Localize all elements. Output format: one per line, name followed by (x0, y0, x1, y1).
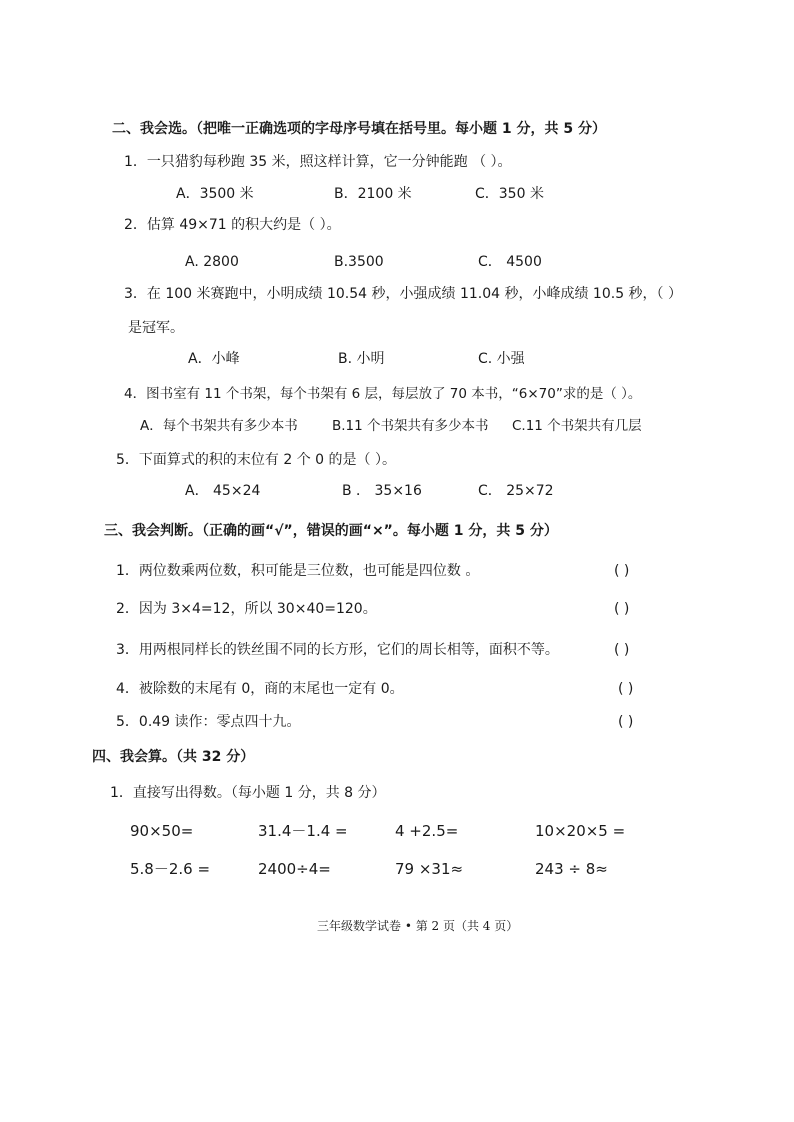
page-footer: 三年级数学试卷 • 第 2 页（共 4 页） (317, 919, 519, 933)
option-a: A. 2800 (185, 254, 239, 270)
calc-item: 79 ×31≈ (395, 860, 464, 878)
answer-blank: ( ) (614, 601, 630, 617)
option-a: A．每个书架共有多少本书 (140, 418, 298, 434)
question-text: 4．图书室有 11 个书架，每个书架有 6 层，每层放了 70 本书，“6×70”求的是（ ）。 (124, 386, 642, 402)
calc-item: 4 +2.5= (395, 822, 459, 840)
calc-item: 243 ÷ 8≈ (535, 860, 608, 878)
subsection-title: 1．直接写出得数。（每小题 1 分，共 8 分） (110, 785, 386, 801)
calc-item: 90×50= (130, 822, 194, 840)
option-c: C. 小强 (478, 351, 525, 367)
section-heading-calc: 四、我会算。（共 32 分） (92, 749, 255, 765)
section-heading-choice: 二、我会选。（把唯一正确选项的字母序号填在括号里。每小题 1 分，共 5 分） (112, 121, 606, 137)
option-c: C． 4500 (478, 254, 542, 270)
option-a: A．3500 米 (176, 186, 254, 202)
judge-item: 4．被除数的末尾有 0，商的末尾也一定有 0。 (116, 681, 404, 697)
judge-item: 1．两位数乘两位数，积可能是三位数，也可能是四位数 。 (116, 563, 480, 579)
option-c: C．350 米 (475, 186, 544, 202)
judge-item: 2．因为 3×4=12，所以 30×40=120。 (116, 601, 377, 617)
option-b: B ． 35×16 (342, 483, 422, 499)
option-c: C.11 个书架共有几层 (512, 418, 642, 434)
answer-blank: ( ) (614, 563, 630, 579)
answer-blank: ( ) (618, 681, 634, 697)
question-text: 5．下面算式的积的末位有 2 个 0 的是（ ）。 (116, 452, 396, 468)
option-b: B. 小明 (338, 351, 385, 367)
option-a: A． 45×24 (185, 483, 261, 499)
calc-item: 2400÷4= (258, 860, 331, 878)
question-text: 3．在 100 米赛跑中，小明成绩 10.54 秒，小强成绩 11.04 秒，小峰成绩 10.5 秒，（ ） (124, 286, 683, 302)
option-b: B.11 个书架共有多少本书 (332, 418, 489, 434)
option-b: B．2100 米 (334, 186, 412, 202)
question-text: 1．一只猎豹每秒跑 35 米，照这样计算，它一分钟能跑 （ ）。 (124, 154, 512, 170)
question-text: 2．估算 49×71 的积大约是（ ）。 (124, 217, 341, 233)
answer-blank: ( ) (618, 714, 634, 730)
calc-item: 10×20×5 = (535, 822, 626, 840)
option-b: B.3500 (334, 254, 384, 270)
calc-item: 5.8－2.6 = (130, 860, 211, 878)
calc-item: 31.4－1.4 = (258, 822, 348, 840)
option-a: A．小峰 (188, 351, 240, 367)
section-heading-judge: 三、我会判断。（正确的画“√”，错误的画“×”。每小题 1 分，共 5 分） (104, 523, 558, 539)
option-c: C． 25×72 (478, 483, 554, 499)
judge-item: 3．用两根同样长的铁丝围不同的长方形，它们的周长相等，面积不等。 (116, 642, 559, 658)
judge-item: 5．0.49 读作：零点四十九。 (116, 714, 301, 730)
question-text-continued: 是冠军。 (128, 320, 184, 336)
answer-blank: ( ) (614, 642, 630, 658)
